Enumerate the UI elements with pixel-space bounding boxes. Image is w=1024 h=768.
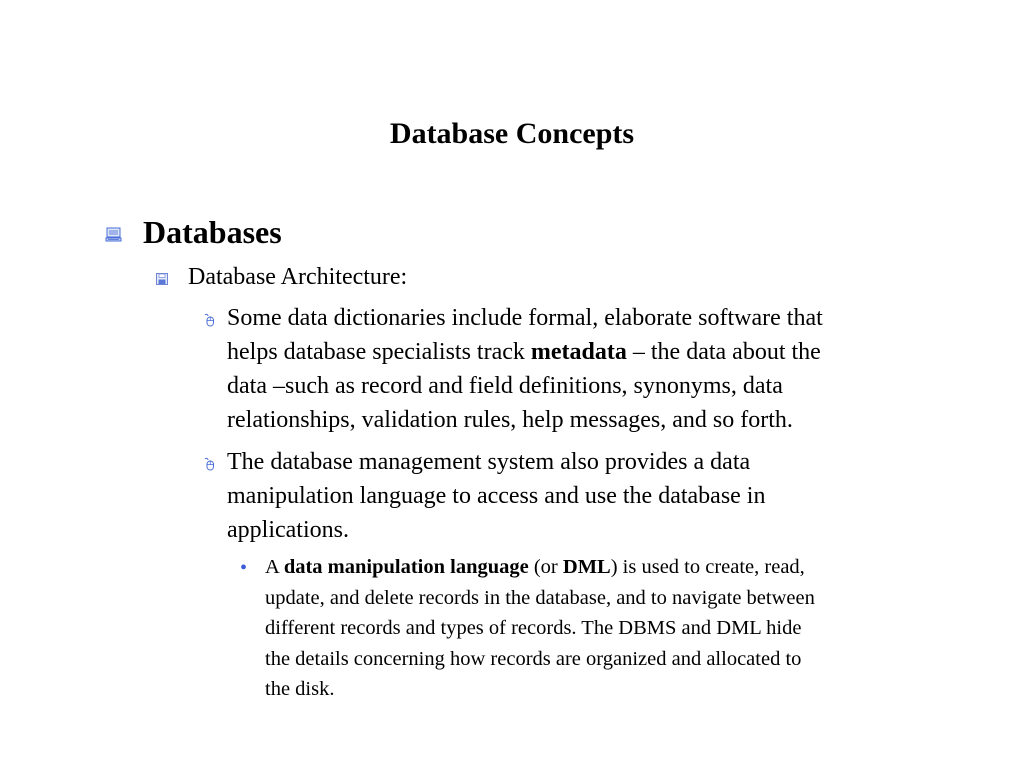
text-line (227, 335, 947, 369)
text-line: data –such as record and field definitions, synonyms, data (227, 373, 783, 399)
dml-abbrev: DML (562, 556, 611, 578)
mouse-icon (202, 457, 216, 471)
bullet-dot: • (240, 557, 248, 579)
text-line: the details concerning how records are organized and allocated to (265, 647, 802, 670)
text-run: A (265, 556, 284, 578)
slide-title: Database Concepts (389, 117, 635, 150)
text-run: – the data about the (626, 339, 821, 365)
bullet-data-dictionaries (227, 301, 947, 437)
mouse-icon (202, 313, 216, 327)
bullet-dbms-dml (227, 445, 947, 547)
bullet-dml-definition (265, 552, 965, 705)
dml-term: data manipulation language (283, 556, 529, 578)
text-line: The database management system also provides a data (227, 449, 751, 475)
text-line: manipulation language to access and use the database in (227, 483, 766, 509)
text-line (265, 552, 965, 583)
text-line: update, and delete records in the database, and to navigate between (265, 586, 815, 609)
text-run: ) is used to create, read, (610, 556, 805, 578)
level1-heading: Databases (143, 214, 282, 250)
metadata-term: metadata (530, 339, 627, 365)
text-line: the disk. (265, 678, 335, 700)
text-run: helps database specialists track (227, 339, 531, 365)
level2-heading: Database Architecture: (188, 264, 408, 290)
text-line: Some data dictionaries include formal, elaborate software that (227, 305, 823, 331)
text-run: (or (528, 556, 563, 578)
text-line: relationships, validation rules, help messages, and so forth. (227, 407, 793, 433)
text-line: different records and types of records. The DBMS and DML hide (265, 617, 802, 639)
floppy-disk-icon (156, 273, 168, 285)
text-line: applications. (227, 517, 349, 543)
computer-icon (105, 226, 122, 243)
